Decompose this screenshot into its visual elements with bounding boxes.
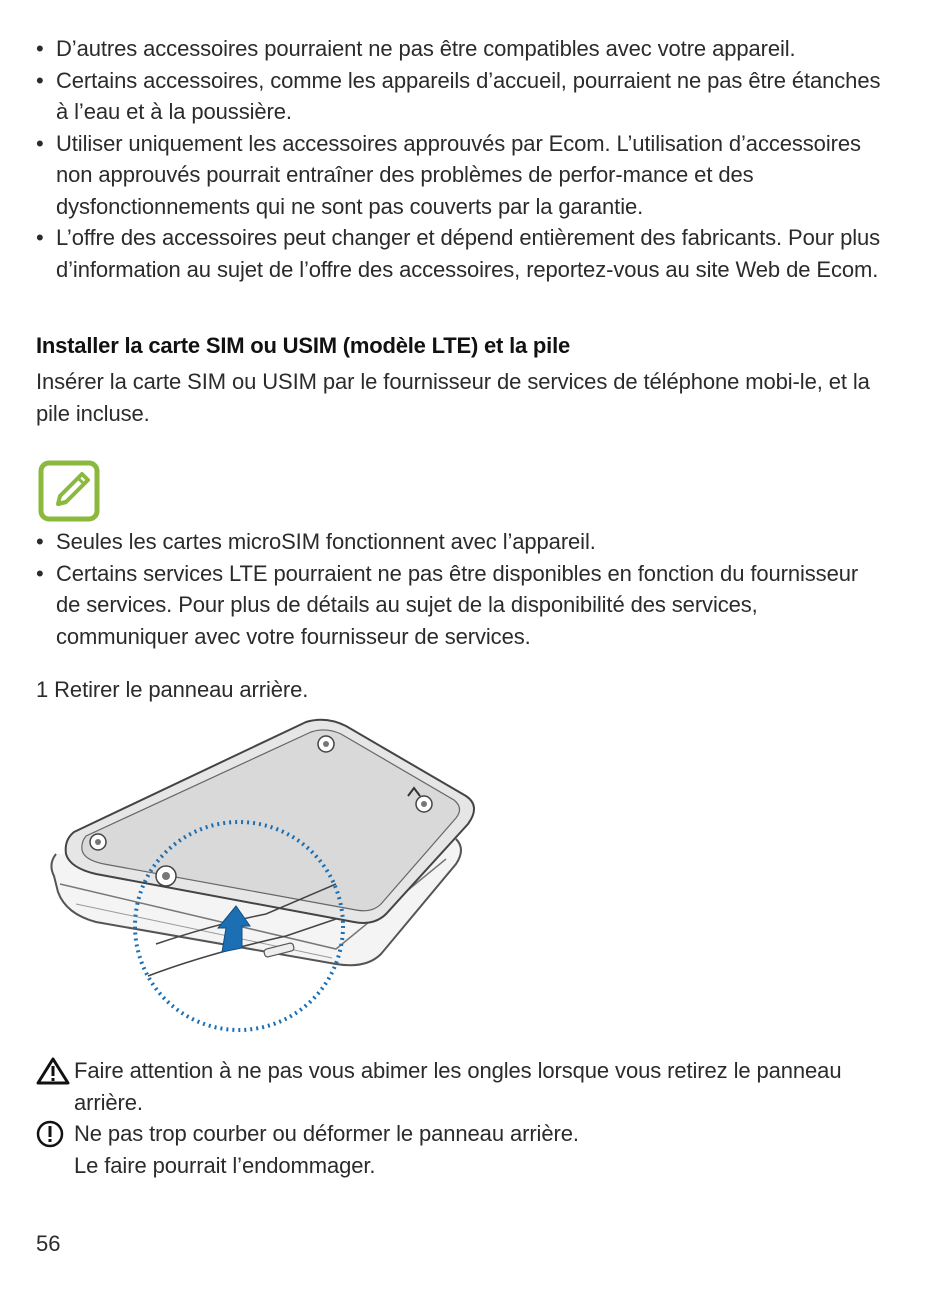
sim-notes-list xyxy=(36,526,886,652)
info-text xyxy=(74,1118,864,1181)
info-line-2: Le faire pourrait l’endommager. xyxy=(74,1152,376,1178)
list-item: • D’autres accessoires pourraient ne pas être compatibles avec votre appareil. xyxy=(36,33,886,65)
list-item: • Certains services LTE pourraient ne pas être disponibles en fonction du fournisseur de services. Pour plus de détails au sujet de la disponibilité des services, communiquer avec votre fournisseur de services. xyxy=(36,558,886,653)
list-item: • Utiliser uniquement les accessoires approuvés par Ecom. L’utilisation d’accessoires non approuvés pourrait entraîner des problèmes de perfor-mance et des dysfonctionnements qui ne sont pas couverts par la garantie. xyxy=(36,128,886,223)
section-heading: Installer la carte SIM ou USIM (modèle LTE) et la pile xyxy=(36,333,571,358)
page-number: 56 xyxy=(36,1231,61,1256)
exclamation-circle-icon xyxy=(36,1120,70,1148)
accessory-notes-list xyxy=(36,33,886,285)
list-item: • Seules les cartes microSIM fonctionnent avec l’appareil. xyxy=(36,526,886,558)
info-line-1: Ne pas trop courber ou déformer le panneau arrière. xyxy=(74,1121,579,1146)
section-intro: Insérer la carte SIM ou USIM par le fournisseur de services de téléphone mobi-le, et la pile incluse. xyxy=(36,369,870,426)
list-item: • L’offre des accessoires peut changer et dépend entièrement des fabricants. Pour plus d’information au sujet de l’offre des accessoires, reportez-vous au site Web de Ecom. xyxy=(36,222,886,285)
list-item: • Certains accessoires, comme les appareils d’accueil, pourraient ne pas être étanches à l’eau et à la poussière. xyxy=(36,65,886,128)
back-panel-removal-illustration xyxy=(36,714,481,1039)
step-1: 1 Retirer le panneau arrière. xyxy=(36,677,309,702)
warning-text: Faire attention à ne pas vous abimer les ongles lorsque vous retirez le panneau arrière. xyxy=(74,1058,842,1115)
warning-triangle-icon xyxy=(36,1057,70,1085)
note-pencil-icon xyxy=(38,460,100,522)
